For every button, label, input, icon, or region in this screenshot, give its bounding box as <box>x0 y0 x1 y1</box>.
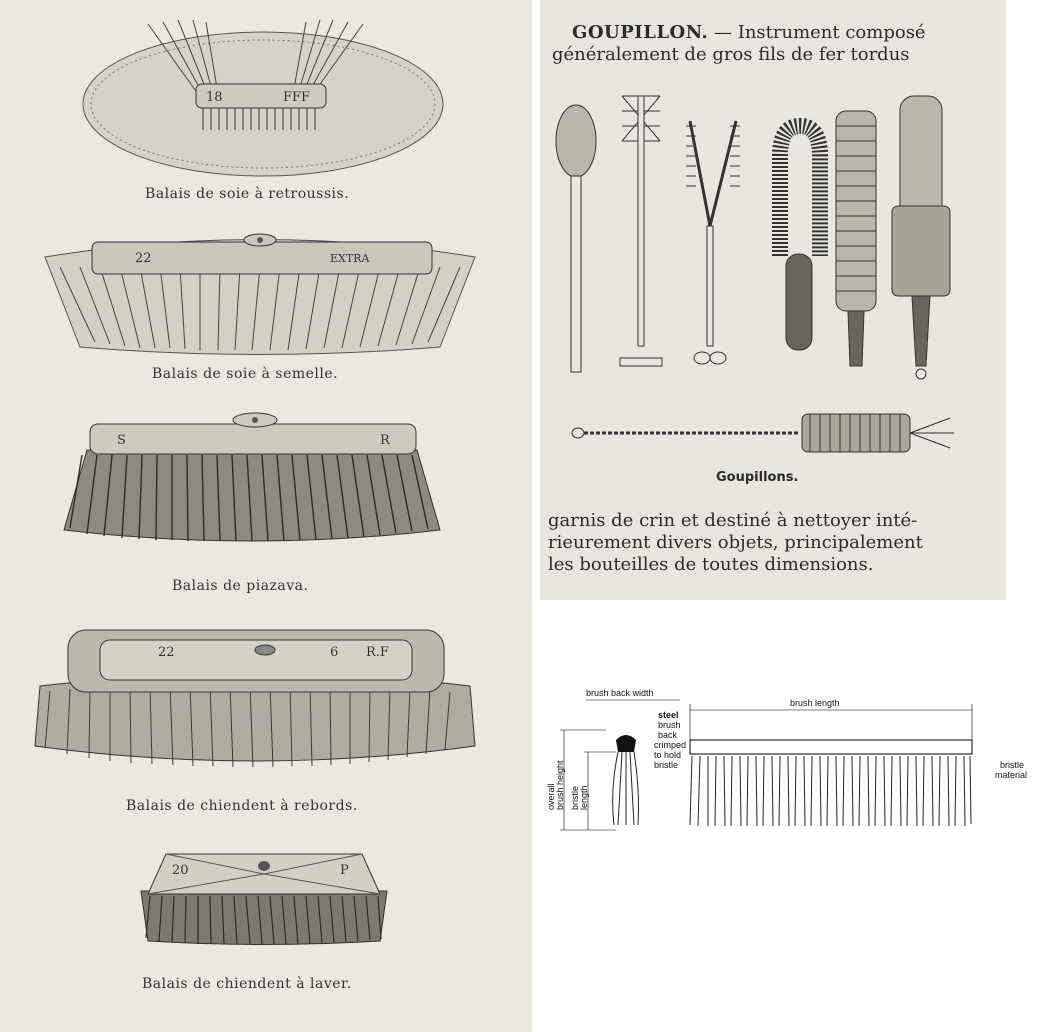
brush3-stamp-left: S <box>117 433 126 448</box>
goupillon-definition-start: — Instrument composé <box>708 22 926 43</box>
goupillon-definition-line1 <box>572 22 926 43</box>
goupillons-illustration <box>550 86 970 386</box>
label-steel-note <box>654 710 686 770</box>
anatomy-svg <box>540 680 1040 840</box>
brush3-stamp-right: R <box>380 433 390 448</box>
brush4-stamp-mid: 6 <box>330 645 339 660</box>
brush4-stamp-left: 22 <box>158 645 175 660</box>
svg-text:overall: overall <box>546 783 556 810</box>
brush2-stamp-right: EXTRA <box>330 252 370 265</box>
brush1-stamp-left: 18 <box>206 90 223 105</box>
svg-text:brush height: brush height <box>555 760 565 810</box>
brush1-caption: Balais de soie à retroussis. <box>145 186 350 202</box>
goupillon-figure-caption: Goupillons. <box>716 470 799 485</box>
svg-text:material: material <box>995 770 1028 780</box>
label-bristle-length <box>570 785 589 810</box>
label-bristle-material <box>995 760 1027 780</box>
brush-illustration-chiendent-rebords <box>30 626 480 776</box>
brush2-stamp-left: 22 <box>135 251 152 266</box>
svg-text:back: back <box>658 730 678 740</box>
svg-text:bristle: bristle <box>570 785 580 810</box>
brush5-stamp-right: P <box>340 863 349 878</box>
goupillon-continuation-line2: rieurement divers objets, principalement <box>548 532 923 553</box>
brush1-stamp-right: FFF <box>283 90 311 105</box>
brush4-stamp-right: R.F <box>366 645 389 660</box>
brush-illustration-piazava <box>62 410 442 552</box>
svg-text:to hold: to hold <box>654 750 682 760</box>
goupillon-continuation-line1: garnis de crin et destiné à nettoyer inté- <box>548 510 918 531</box>
brush5-stamp-left: 20 <box>172 863 189 878</box>
svg-text:crimped: crimped <box>654 740 687 750</box>
goupillon-heading: GOUPILLON. <box>572 22 709 43</box>
label-overall-brush-height <box>546 760 565 810</box>
brush-illustration-soie-retroussis <box>78 14 448 184</box>
brush3-caption: Balais de piazava. <box>172 578 309 594</box>
svg-text:length: length <box>579 785 589 810</box>
goupillon-continuation-line3: les bouteilles de toutes dimensions. <box>548 554 874 575</box>
label-brush-back-width: brush back width <box>586 688 654 698</box>
brush4-caption: Balais de chiendent à rebords. <box>126 798 358 814</box>
label-brush-length: brush length <box>790 698 840 708</box>
brush-illustration-soie-semelle <box>40 232 480 362</box>
goupillon-definition-line2: généralement de gros fils de fer tordus <box>552 44 910 65</box>
brush-illustration-chiendent-laver <box>136 846 392 948</box>
svg-text:steel: steel <box>658 710 679 720</box>
svg-text:brush: brush <box>658 720 681 730</box>
brush2-caption: Balais de soie à semelle. <box>152 366 339 382</box>
svg-text:bristle: bristle <box>1000 760 1025 770</box>
long-goupillon-illustration <box>570 408 960 458</box>
goupillon-entry <box>540 0 1006 600</box>
brush-anatomy-diagram <box>540 680 1040 840</box>
svg-text:bristle: bristle <box>654 760 679 770</box>
brush5-caption: Balais de chiendent à laver. <box>142 976 352 992</box>
